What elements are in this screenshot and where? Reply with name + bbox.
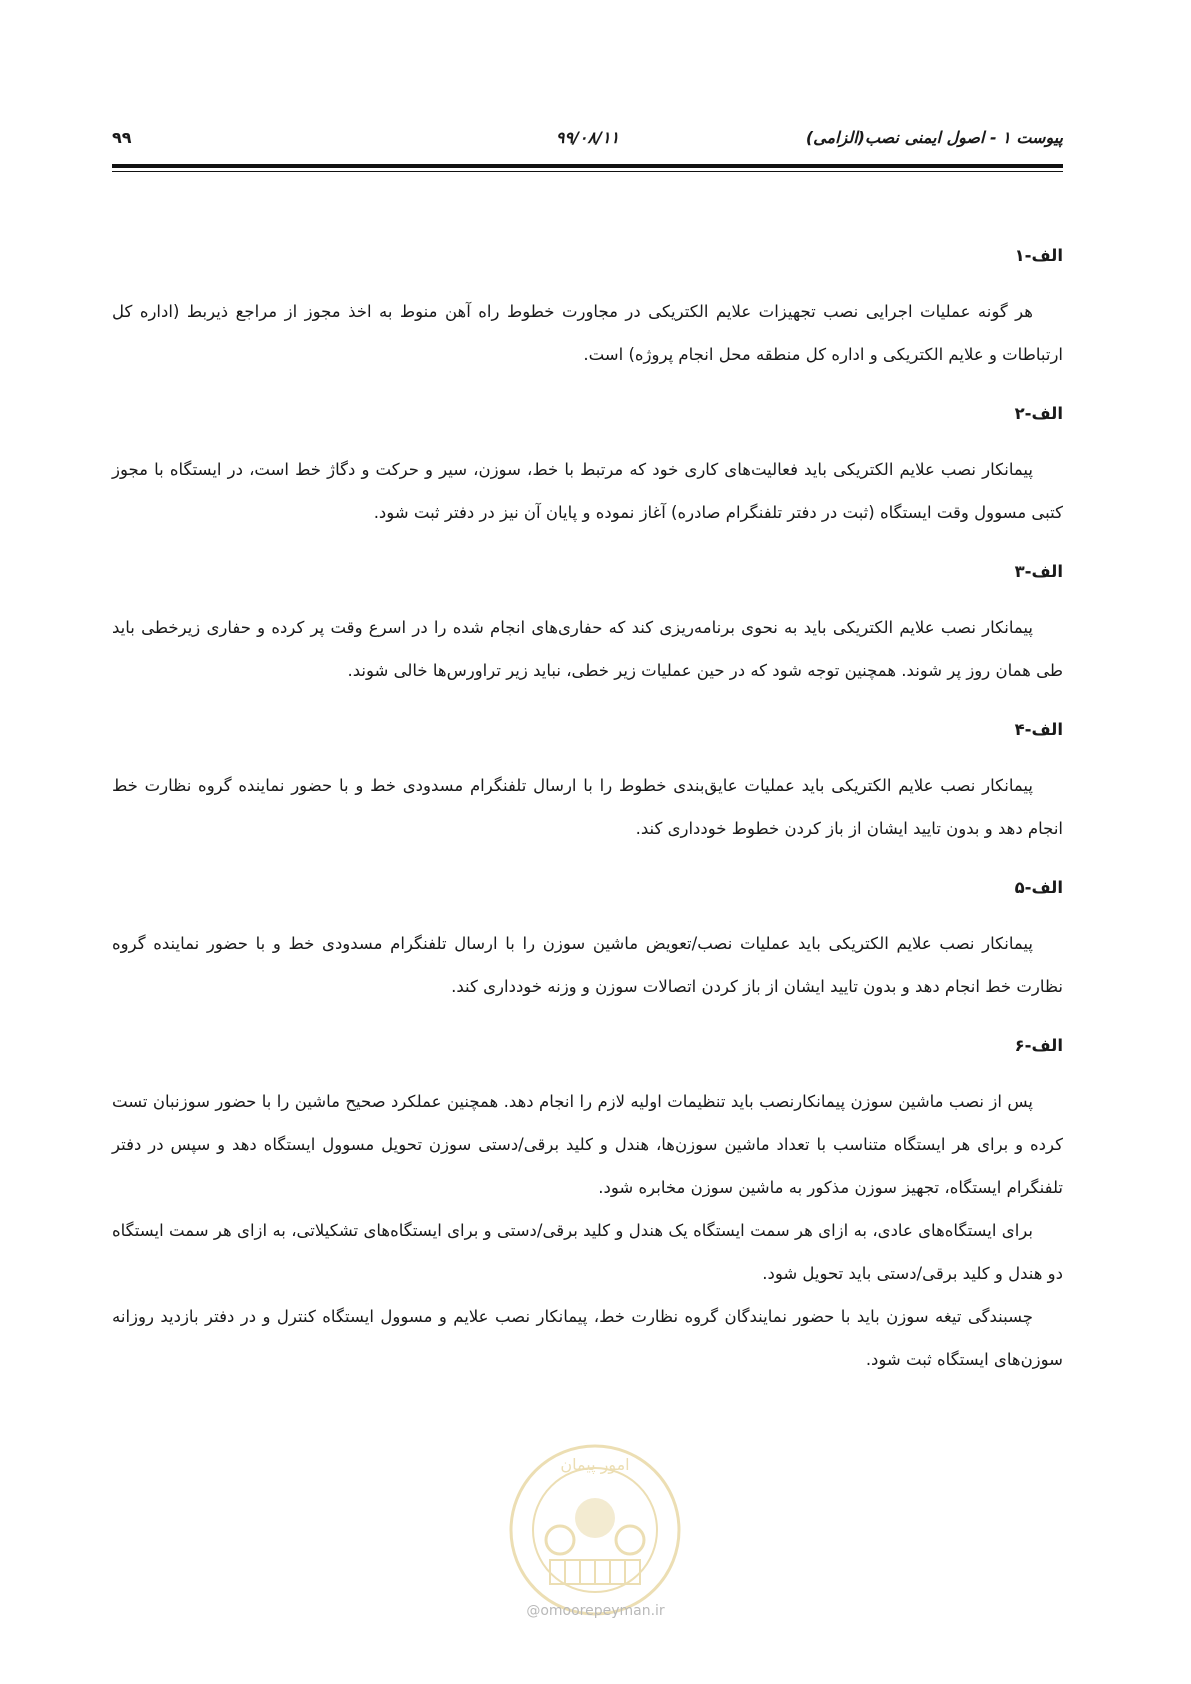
document-body (112, 236, 1063, 1381)
section-heading: الف-۵ (1014, 878, 1063, 897)
section-paragraph: پیمانکار نصب علایم الکتریکی باید به نحوی برنامه‌ریزی کند که حفاری‌های انجام شده را در اسرع وقت پر کرده و حفاری زیرخطی باید طی همان روز پر شوند. همچنین توجه شود که در حین عملیات زیر خطی، نباید زیر تراورس‌ها خالی شوند. (112, 618, 1063, 680)
section-alef-6 (112, 1026, 1063, 1381)
watermark-logo-text: امور پیمان (560, 1455, 630, 1474)
section-alef-2 (112, 394, 1063, 534)
header-rule-thick (112, 164, 1063, 168)
watermark-url: @omoorepeyman.ir (526, 1603, 665, 1619)
header-title: پیوست ۱ - اصول ایمنی نصب(الزامی) (805, 128, 1063, 147)
section-paragraph: چسبندگی تیغه سوزن باید با حضور نمایندگان گروه نظارت خط، پیمانکار نصب علایم و مسوول ایستگاه کنترل و در دفتر بازدید روزانه سوزن‌های ایستگاه ثبت شود. (112, 1307, 1063, 1369)
section-paragraph: پیمانکار نصب علایم الکتریکی باید عملیات عایق‌بندی خطوط را با ارسال تلفنگرام مسدودی خط و با حضور نماینده گروه نظارت خط انجام دهد و بدون تایید ایشان از باز کردن خطوط خودداری کند. (112, 776, 1063, 838)
section-alef-4 (112, 710, 1063, 850)
watermark-logo (505, 1440, 685, 1620)
section-paragraph: هر گونه عملیات اجرایی نصب تجهیزات علایم الکتریکی در مجاورت خطوط راه آهن منوط به اخذ مجوز از مراجع ذیربط (اداره کل ارتباطات و علایم الکتریکی و اداره کل منطقه محل انجام پروژه) است. (112, 302, 1063, 364)
section-alef-1 (112, 236, 1063, 376)
section-heading: الف-۳ (1014, 562, 1063, 581)
header-rule-thin (112, 171, 1063, 172)
section-heading: الف-۲ (1014, 404, 1063, 423)
section-heading: الف-۱ (1014, 246, 1063, 265)
header-date: ۹۹/۰۸/۱۱ (555, 128, 620, 147)
section-alef-3 (112, 552, 1063, 692)
section-paragraph: پس از نصب ماشین سوزن پیمانکارنصب باید تنظیمات اولیه لازم را انجام دهد. همچنین عملکرد صحیح ماشین را با حضور سوزنبان تست کرده و برای هر ایستگاه متناسب با تعداد ماشین سوزن‌ها، هندل و کلید برقی/دستی سوزن تحویل مسوول ایستگاه دهد و سپس در دفتر تلفنگرام ایستگاه، تجهیز سوزن مذکور به ماشین سوزن مخابره شود. (112, 1092, 1063, 1197)
section-heading: الف-۶ (1014, 1036, 1063, 1055)
section-alef-5 (112, 868, 1063, 1008)
section-paragraph: پیمانکار نصب علایم الکتریکی باید عملیات نصب/تعویض ماشین سوزن را با ارسال تلفنگرام مسدودی خط و با حضور نماینده گروه نظارت خط انجام دهد و بدون تایید ایشان از باز کردن اتصالات سوزن و وزنه خودداری کند. (112, 934, 1063, 996)
page-header (112, 128, 1063, 152)
section-paragraph: پیمانکار نصب علایم الکتریکی باید فعالیت‌های کاری خود که مرتبط با خط، سوزن، سیر و حرکت و دگاژ خط است، در ایستگاه با مجوز کتبی مسوول وقت ایستگاه (ثبت در دفتر تلفنگرام صادره) آغاز نموده و پایان آن نیز در دفتر ثبت شود. (112, 460, 1063, 522)
page-number: ۹۹ (112, 128, 132, 147)
section-paragraph: برای ایستگاه‌های عادی، به ازای هر سمت ایستگاه یک هندل و کلید برقی/دستی و برای ایستگاه‌های تشکیلاتی، به ازای هر سمت ایستگاه دو هندل و کلید برقی/دستی باید تحویل شود. (112, 1221, 1063, 1283)
section-heading: الف-۴ (1014, 720, 1063, 739)
